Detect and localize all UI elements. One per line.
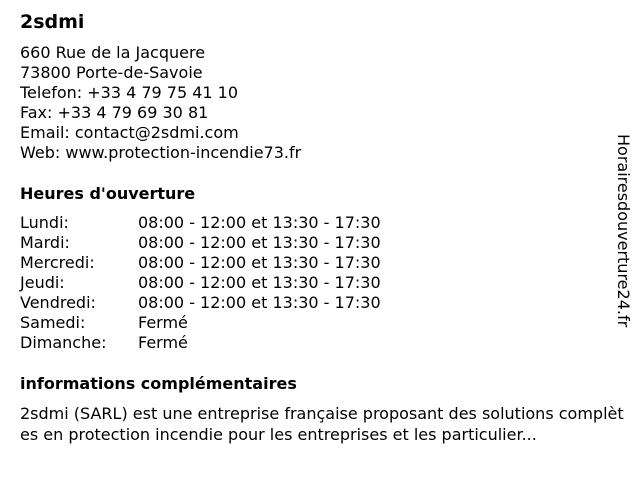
- hours-row-monday: [20, 213, 381, 233]
- hours-value: 08:00 - 12:00 et 13:30 - 17:30: [138, 213, 381, 232]
- hours-value: 08:00 - 12:00 et 13:30 - 17:30: [138, 233, 381, 252]
- hours-day: Samedi:: [20, 313, 86, 332]
- hours-day: Vendredi:: [20, 293, 96, 312]
- email-address: Email: contact@2sdmi.com: [20, 123, 239, 142]
- site-watermark: [612, 134, 634, 346]
- hours-day: Mercredi:: [20, 253, 95, 272]
- hours-row-wednesday: [20, 253, 381, 273]
- address-street: 660 Rue de la Jacquere: [20, 43, 206, 62]
- business-description: 2sdmi (SARL) est une entreprise française proposant des solutions complètes en protection incendie pour les entreprises et les particulier...: [20, 404, 624, 444]
- hours-row-tuesday: [20, 233, 381, 253]
- hours-row-thursday: [20, 273, 381, 293]
- address-city: 73800 Porte-de-Savoie: [20, 63, 203, 82]
- fax-number: Fax: +33 4 79 69 30 81: [20, 103, 209, 122]
- hours-value: 08:00 - 12:00 et 13:30 - 17:30: [138, 273, 381, 292]
- opening-hours-heading: Heures d'ouverture: [20, 184, 196, 203]
- hours-value: Fermé: [138, 313, 188, 332]
- additional-info-heading: informations complémentaires: [20, 374, 297, 393]
- hours-row-friday: [20, 293, 381, 313]
- hours-day: Mardi:: [20, 233, 70, 252]
- hours-day: Dimanche:: [20, 333, 107, 352]
- hours-row-sunday: [20, 333, 381, 353]
- hours-row-saturday: [20, 313, 381, 333]
- opening-hours-table: [20, 213, 381, 353]
- hours-value: 08:00 - 12:00 et 13:30 - 17:30: [138, 253, 381, 272]
- site-watermark-text: Horairesdouverture24.fr: [614, 134, 633, 328]
- hours-day: Jeudi:: [20, 273, 65, 292]
- website: Web: www.protection-incendie73.fr: [20, 143, 302, 162]
- contact-block: [20, 43, 301, 163]
- hours-value: 08:00 - 12:00 et 13:30 - 17:30: [138, 293, 381, 312]
- hours-value: Fermé: [138, 333, 188, 352]
- phone-number: Telefon: +33 4 79 75 41 10: [20, 83, 239, 102]
- hours-day: Lundi:: [20, 213, 69, 232]
- business-name: 2sdmi: [20, 11, 85, 33]
